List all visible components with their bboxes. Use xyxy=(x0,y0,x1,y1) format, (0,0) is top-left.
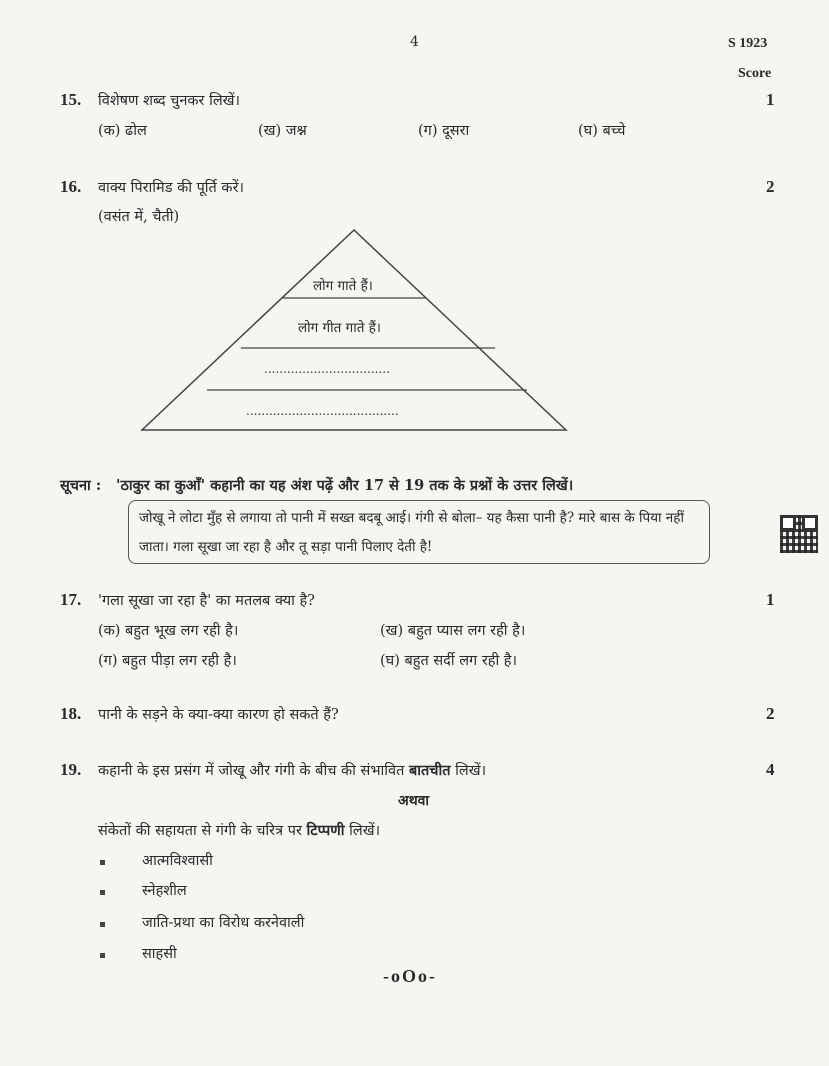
pyramid-row-2: लोग गीत गाते हैं। xyxy=(298,320,381,336)
q19-text-part-3: लिखें। xyxy=(450,763,487,779)
hint-bullet-2 xyxy=(100,890,105,895)
q18-number: 18. xyxy=(60,704,82,723)
page-number: 4 xyxy=(410,34,419,50)
q15-score: 1 xyxy=(766,90,775,109)
q15-option-b: (ख) जश्न xyxy=(258,123,307,139)
qr-code xyxy=(780,515,818,553)
q19-number: 19. xyxy=(60,760,82,779)
notice-text: 'ठाकुर का कुआँ' कहानी का यह अंश पढ़ें और 17 से 19 तक के प्रश्नों के उत्तर लिखें। xyxy=(116,477,574,494)
hint-item-1: आत्मविश्वासी xyxy=(142,853,213,869)
end-mark: -oOo- xyxy=(383,966,437,986)
q17-score: 1 xyxy=(766,590,775,609)
story-passage: जोखू ने लोटा मुँह से लगाया तो पानी में सख्त बदबू आई। गंगी से बोला– यह कैसा पानी है? मारे बास के पिया नहीं जाता। गला सूखा जा रहा है और तू सड़ा पानी पिलाए देती है! xyxy=(128,500,710,564)
q19-alt-part-3: लिखें। xyxy=(344,823,381,839)
hint-item-4: साहसी xyxy=(142,946,177,962)
hint-bullet-1 xyxy=(100,860,105,865)
q15-number: 15. xyxy=(60,90,82,109)
q15-option-a: (क) ढोल xyxy=(98,123,147,139)
q17-text: 'गला सूखा जा रहा है' का मतलब क्या है? xyxy=(98,593,315,609)
q17-option-a: (क) बहुत भूख लग रही है। xyxy=(98,623,239,639)
hint-item-2: स्नेहशील xyxy=(142,883,187,899)
q16-number: 16. xyxy=(60,177,82,196)
q16-hint: (वसंत में, चैती) xyxy=(98,209,180,225)
pyramid-row-1: लोग गाते हैं। xyxy=(313,278,373,294)
q18-score: 2 xyxy=(766,704,775,723)
q18-text: पानी के सड़ने के क्या-क्या कारण हो सकते हैं? xyxy=(98,707,339,723)
q15-option-d: (घ) बच्चे xyxy=(578,123,626,139)
or-divider: अथवा xyxy=(398,793,430,809)
paper-code: S 1923 xyxy=(728,36,768,51)
q19-text-emphasis: बातचीत xyxy=(408,762,451,779)
notice-label: सूचना : xyxy=(60,477,102,494)
q17-option-b: (ख) बहुत प्यास लग रही है। xyxy=(380,623,526,639)
q19-alt-text xyxy=(98,820,380,840)
q16-score: 2 xyxy=(766,177,775,196)
pyramid-row-4-blank: ........................................ xyxy=(246,404,399,418)
hint-item-3: जाति-प्रथा का विरोध करनेवाली xyxy=(142,915,305,931)
q15-text: विशेषण शब्द चुनकर लिखें। xyxy=(98,93,241,109)
q19-text xyxy=(98,760,486,780)
hint-bullet-4 xyxy=(100,953,105,958)
q19-alt-emphasis: टिप्पणी xyxy=(306,822,345,839)
hint-bullet-3 xyxy=(100,922,105,927)
q16-text: वाक्य पिरामिड की पूर्ति करें। xyxy=(98,180,244,196)
q15-option-c: (ग) दूसरा xyxy=(418,123,470,139)
q17-option-c: (ग) बहुत पीड़ा लग रही है। xyxy=(98,653,237,669)
q19-alt-part-1: संकेतों की सहायता से गंगी के चरित्र पर xyxy=(98,823,307,839)
score-label: Score xyxy=(738,66,772,81)
q19-text-part-1: कहानी के इस प्रसंग में जोखू और गंगी के बीच की संभावित xyxy=(98,763,409,779)
pyramid-row-3-blank: ................................. xyxy=(264,362,390,376)
q17-option-d: (घ) बहुत सर्दी लग रही है। xyxy=(380,653,518,669)
q19-score: 4 xyxy=(766,760,775,779)
q17-number: 17. xyxy=(60,590,82,609)
